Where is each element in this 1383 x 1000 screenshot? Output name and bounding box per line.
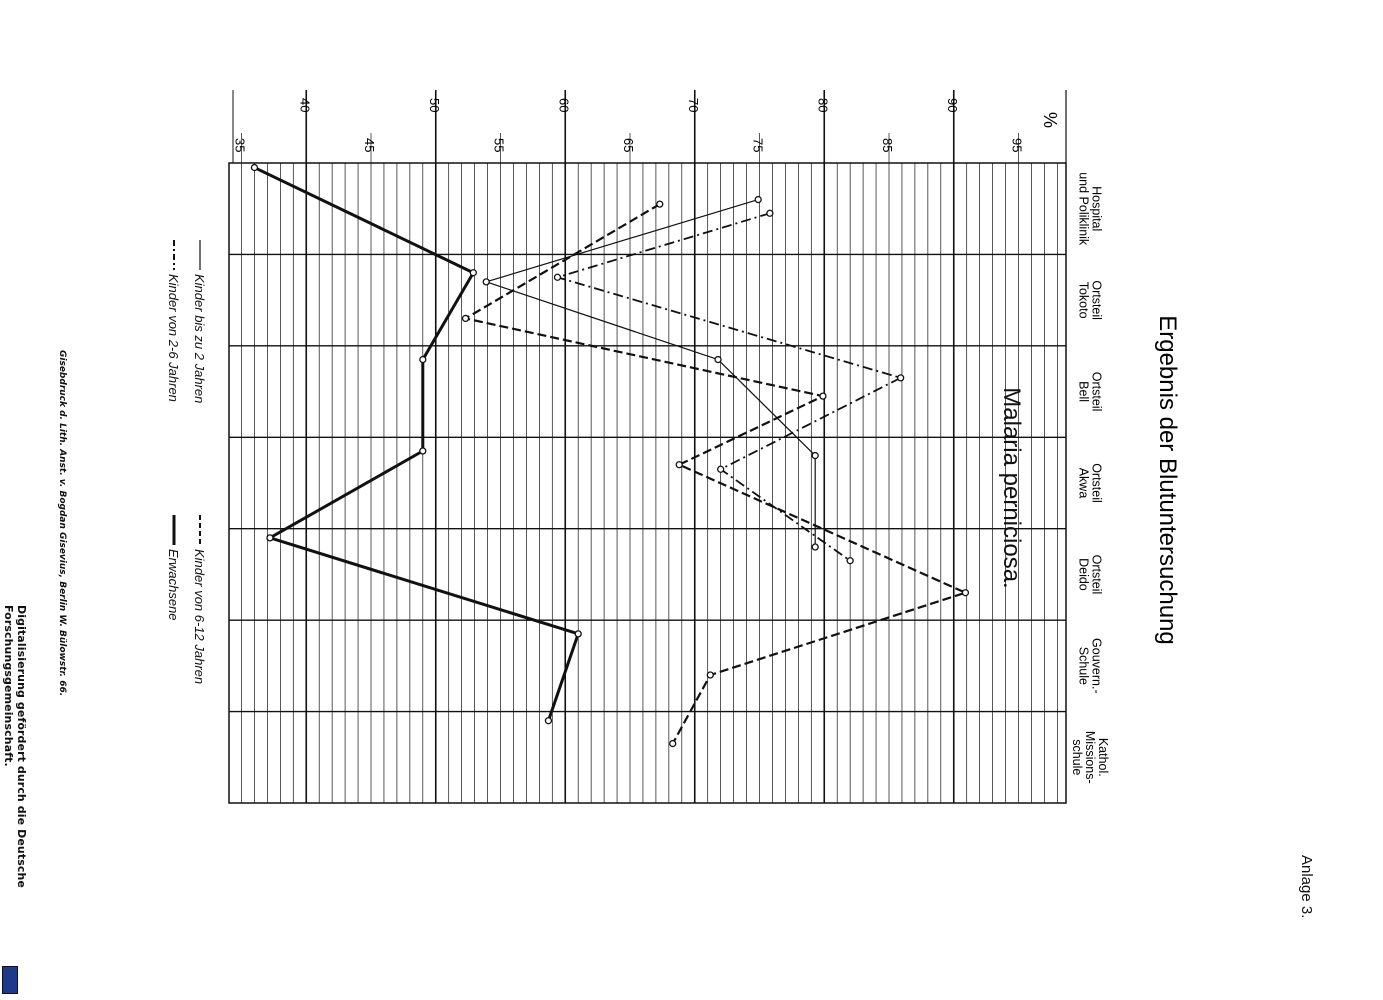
data-point-s2-3 [718, 466, 724, 472]
tick-label: 50 [426, 98, 442, 113]
data-point-s1-0 [657, 201, 663, 207]
data-point-s0-1 [483, 279, 489, 285]
tick-label: 75 [750, 138, 766, 153]
data-point-s1-1 [463, 315, 469, 321]
tick-label: 60 [556, 98, 572, 113]
series-line-0 [486, 200, 815, 547]
chart-labels [233, 98, 1182, 784]
axis-unit-label: % [1040, 112, 1060, 129]
category-label-line: Gouvern.- [1089, 638, 1104, 694]
data-point-s0-2 [715, 357, 721, 363]
data-point-s3-1 [470, 270, 476, 276]
chart-subtitle: Malaria perniciosa. [998, 387, 1025, 589]
series-line-2 [557, 213, 900, 560]
data-point-s0-3 [812, 453, 818, 459]
category-label-line: Ortsteil [1089, 554, 1104, 595]
tick-label: 45 [362, 138, 377, 153]
tick-label: 65 [621, 138, 636, 153]
series-lines [251, 165, 968, 747]
legend-swatch-dashed [195, 515, 205, 545]
chart-title: Ergebnis der Blutuntersuchung [1154, 315, 1181, 645]
data-point-s3-3 [420, 448, 426, 454]
data-point-s3-4 [267, 535, 273, 541]
data-point-s1-4 [962, 590, 968, 596]
category-label-line: Ortsteil [1089, 280, 1104, 320]
data-point-s0-0 [755, 197, 761, 203]
category-label-line: und Poliklinik [1076, 172, 1091, 246]
data-point-s3-0 [251, 165, 257, 171]
printer-note: Gisebdruck d. Lith. Anst. v. Bogdan Gisevius, Berlin W. Bülowstr. 66. [57, 350, 67, 697]
category-label-line: Bell [1076, 381, 1091, 402]
legend-label-3: Erwachsene [166, 549, 181, 621]
legend-item-2 [166, 240, 181, 402]
category-label-line: Schule [1076, 646, 1091, 685]
category-label-line: schule [1070, 739, 1084, 776]
legend [158, 240, 218, 750]
annex-label: Anlage 3. [1298, 855, 1315, 919]
chart-grid [229, 90, 1066, 803]
category-label-line: Missions- [1083, 730, 1097, 784]
legend-swatch-solid-thick [169, 515, 179, 545]
tick-label: 35 [232, 138, 248, 153]
category-label-line: Deido [1076, 558, 1091, 591]
data-point-s0-4 [812, 544, 818, 550]
data-point-s3-5 [575, 631, 581, 637]
legend-swatch-solid-thin [195, 240, 205, 270]
data-point-s2-4 [847, 558, 853, 564]
data-point-s1-5 [707, 672, 713, 678]
data-point-s1-2 [820, 393, 826, 399]
category-label-line: Kathol. [1096, 737, 1110, 777]
legend-item-1 [192, 515, 207, 684]
legend-item-0 [192, 240, 207, 403]
tick-label: 85 [880, 138, 895, 153]
data-point-s2-1 [554, 274, 560, 280]
category-label [1077, 555, 1104, 595]
category-label-line: Hospital [1089, 186, 1104, 232]
category-label-line: Ortsteil [1089, 371, 1104, 412]
legend-label-0: Kinder bis zu 2 Jahren [192, 274, 207, 404]
data-point-s1-3 [676, 462, 682, 468]
legend-item-3 [166, 515, 181, 621]
category-label [1070, 731, 1110, 784]
tick-label: 95 [1009, 138, 1025, 153]
series-line-3 [254, 168, 578, 721]
category-label [1077, 280, 1104, 320]
category-label [1077, 172, 1104, 246]
category-label [1077, 638, 1104, 694]
tick-label: 55 [491, 138, 507, 153]
category-label-line: Ortsteil [1089, 463, 1104, 503]
tick-label: 40 [297, 98, 313, 113]
data-point-s3-2 [420, 357, 426, 363]
data-point-s2-2 [898, 375, 904, 381]
funding-note: Digitalisierung gefördert durch die Deutsche Forschungsgemeinschaft. [2, 605, 28, 888]
data-point-s2-0 [767, 210, 773, 216]
tick-label: 90 [944, 98, 960, 113]
tick-label: 80 [815, 98, 831, 113]
category-label-line: Tokoto [1076, 281, 1091, 319]
data-point-s1-6 [670, 741, 676, 747]
tick-label: 70 [685, 98, 701, 113]
series-line-1 [466, 204, 966, 743]
legend-swatch-dash-dot [169, 240, 179, 270]
data-point-s3-6 [545, 718, 551, 724]
category-label-line: Akwa [1076, 467, 1091, 499]
legend-label-2: Kinder von 2-6 Jahren [166, 274, 181, 402]
dfg-logo [2, 966, 18, 994]
legend-label-1: Kinder von 6-12 Jahren [192, 549, 207, 685]
category-label [1077, 372, 1104, 412]
category-label [1077, 463, 1104, 503]
